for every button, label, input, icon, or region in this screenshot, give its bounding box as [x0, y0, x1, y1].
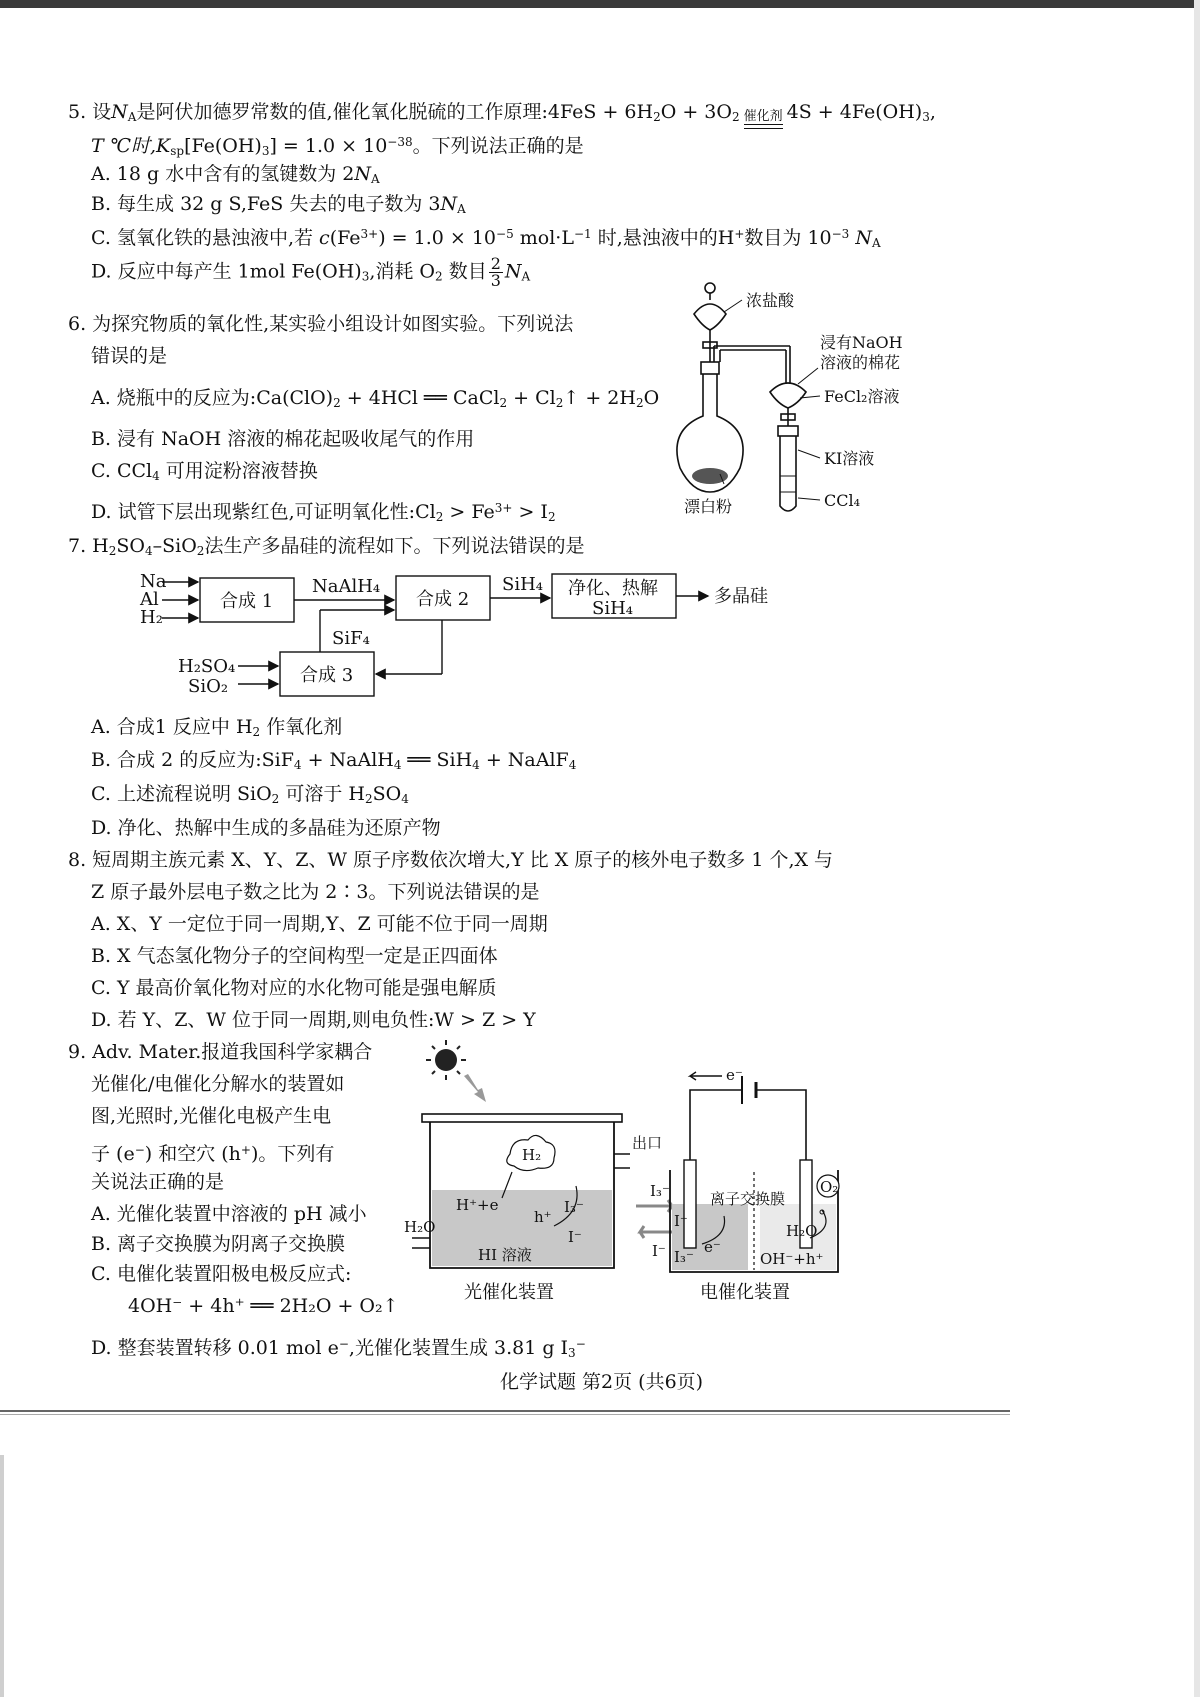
label-photo-device: 光催化装置 — [464, 1282, 554, 1303]
flow-sio2: SiO₂ — [188, 676, 229, 697]
label-bleaching-powder: 漂白粉 — [684, 497, 733, 516]
scan-bottom-rule-2 — [0, 1414, 1010, 1415]
sun-icon — [426, 1040, 486, 1102]
scan-top-edge — [0, 0, 1200, 8]
flow-sih4: SiH₄ — [502, 574, 544, 595]
q5-stem-line1: 5. 设$N_A$是阿伏加德罗常数的值,催化氧化脱硫的工作原理:4FeS + $6H_2O + 3O_2$ 催化剂 $4S + 4Fe(OH)_3$, — [68, 100, 936, 129]
q8-stem-line2: Z 原子最外层电子数之比为 2∶3。下列说法错误的是 — [91, 881, 540, 903]
q8-option-a: A. X、Y 一定位于同一周期,Y、Z 可能不位于同一周期 — [91, 913, 548, 935]
q8-option-b: B. X 气态氢化物分子的空间构型一定是正四面体 — [91, 945, 498, 967]
flow-input-h2: H₂ — [140, 607, 163, 628]
q8-stem-line1: 8. 短周期主族元素 X、Y、Z、W 原子序数依次增大,Y 比 X 原子的核外电子数多 1 个,X 与 — [68, 849, 834, 871]
flow-text-purify: 净化、热解 — [568, 578, 658, 599]
flow-text-synthesis1: 合成 1 — [220, 591, 274, 612]
q5-stem-line2: T ℃时$,K_{sp}[Fe(OH)_3] = 1.0 \times 10^{-38}$。下列说法正确的是 — [91, 135, 584, 158]
label-e-cell: e⁻ — [704, 1238, 721, 1256]
fraction-two-thirds: $\frac{2}{3}$ — [490, 254, 501, 290]
q6-option-b: B. 浸有 NaOH 溶液的棉花起吸收尾气的作用 — [91, 428, 475, 450]
label-h2o-cell: H₂O — [786, 1222, 818, 1240]
label-water-inlet: H₂O — [404, 1218, 436, 1236]
label-i-photo: I⁻ — [568, 1228, 582, 1246]
catalyst-condition: 催化剂 — [744, 110, 783, 129]
q5-option-c: C. 氢氧化铁的悬浊液中,若 $c(Fe^{3+}) = 1.0 \times 10^{-5}$ $mol\cdot L^{-1}$ 时,悬浊液中的H+数目为 $10^{-3}$ $N_A$ — [91, 227, 881, 250]
scan-right-edge — [1194, 0, 1200, 1697]
q9-option-a: A. 光催化装置中溶液的 pH 减小 — [91, 1203, 367, 1225]
flow-text-synthesis3: 合成 3 — [300, 665, 354, 686]
label-arrow-i3: I₃⁻ — [650, 1182, 670, 1200]
q5-option-b: B. 每生成 32 g S,FeS 失去的电子数为 $3N_A$ — [91, 193, 466, 216]
label-h-plus-e: H⁺+e — [456, 1196, 499, 1214]
q6-apparatus-figure — [680, 280, 920, 520]
flow-input-al: Al — [140, 589, 159, 610]
label-ccl4: CCl₄ — [824, 491, 861, 510]
label-outlet: 出口 — [632, 1134, 663, 1152]
scan-bottom-rule — [0, 1410, 1010, 1412]
label-oh-h: OH⁻+h⁺ — [760, 1250, 824, 1268]
q8-option-d: D. 若 Y、Z、W 位于同一周期,则电负性:W > Z > Y — [91, 1009, 536, 1031]
q6-option-a: A. 烧瓶中的反应为$:Ca(ClO)_2 + 4HCl$ ══ CaCl$_2$ + $Cl_2↑ + 2H_2O$ — [91, 387, 660, 410]
label-hi-solution: HI 溶液 — [478, 1246, 532, 1264]
q9-option-c-equation: 4OH⁻ + 4h⁺ ══ 2H₂O + O₂↑ — [128, 1295, 399, 1317]
label-cotton-line2: 溶液的棉花 — [820, 353, 901, 372]
label-electro-device: 电催化装置 — [700, 1282, 790, 1303]
label-cotton-line1: 浸有NaOH — [820, 333, 903, 352]
label-o2: O₂ — [820, 1178, 839, 1196]
q9-stem-line4: 子 (e−) 和空穴 (h+)。下列有 — [91, 1143, 335, 1165]
q8-option-c: C. Y 最高价氧化物对应的水化物可能是强电解质 — [91, 977, 497, 999]
q6-stem-line1: 6. 为探究物质的氧化性,某实验小组设计如图实验。下列说法 — [68, 313, 574, 335]
label-hole: h⁺ — [534, 1208, 552, 1226]
flow-input-na: Na — [140, 571, 167, 592]
q5-option-a: A. 18 g 水中含有的氢键数为 $2N_A$ — [91, 163, 380, 186]
q9-device-figure — [404, 1036, 964, 1308]
q9-stem-line1: 9. Adv. Mater.报道我国科学家耦合 — [68, 1041, 373, 1063]
flow-text-sih4-box: SiH₄ — [592, 598, 634, 619]
q7-stem: 7. $H_2SO_4-SiO_2$法生产多晶硅的流程如下。下列说法错误的是 — [68, 535, 585, 558]
q7-option-a: A. 合成1 反应中 $H_2$ 作氧化剂 — [91, 716, 343, 739]
q6-stem-line2: 错误的是 — [91, 345, 168, 367]
page-footer: 化学试题 第2页 (共6页) — [500, 1371, 704, 1393]
scan-left-edge — [0, 1455, 4, 1697]
q7-option-d: D. 净化、热解中生成的多晶硅为还原产物 — [91, 817, 441, 839]
label-i3-cell: I₃⁻ — [674, 1248, 694, 1266]
label-i-cell: I⁻ — [674, 1212, 688, 1230]
label-h2-bubble: H₂ — [522, 1146, 542, 1164]
q6-option-d: D. 试管下层出现紫红色,可证明氧化性$:Cl_2 > Fe^{3+} > I_2$ — [91, 501, 556, 524]
q9-option-b: B. 离子交换膜为阴离子交换膜 — [91, 1233, 346, 1255]
flow-text-synthesis2: 合成 2 — [416, 589, 470, 610]
q7-option-b: B. 合成 2 的反应为:SiF$_4$ + NaAlH$_4$ ══ SiH$_4$ + NaAlF$_4$ — [91, 749, 577, 772]
q7-flowchart — [140, 566, 800, 706]
q7-option-c: C. 上述流程说明 SiO$_2$ 可溶于 $H_2SO_4$ — [91, 783, 409, 806]
label-electron-flow: e⁻ — [726, 1066, 743, 1084]
label-i3-photo: I₃⁻ — [564, 1198, 584, 1216]
q5-option-d: D. 反应中每产生 1mol $Fe(OH)_3$,消耗 $O_2$ 数目 $\frac{2}{3}$ $N_A$ — [91, 254, 531, 290]
q9-stem-line2: 光催化/电催化分解水的装置如 — [91, 1073, 345, 1095]
label-conc-hcl: 浓盐酸 — [746, 291, 795, 310]
q9-option-d: D. 整套装置转移 0.01 mol e−,光催化装置生成 3.81 g $I_3^-$ — [91, 1337, 586, 1360]
flow-sif4: SiF₄ — [332, 628, 370, 649]
flow-naalh4: NaAlH₄ — [312, 576, 381, 597]
label-membrane: 离子交换膜 — [710, 1190, 786, 1208]
flow-h2so4: H₂SO₄ — [178, 656, 236, 677]
flow-product: 多晶硅 — [714, 586, 768, 607]
q9-stem-line5: 关说法正确的是 — [91, 1171, 225, 1193]
q6-option-c: C. CCl$_4$ 可用淀粉溶液替换 — [91, 460, 318, 483]
q9-stem-line3: 图,光照时,光催化电极产生电 — [91, 1105, 332, 1127]
label-fecl2: FeCl₂溶液 — [824, 387, 900, 406]
label-arrow-i: I⁻ — [652, 1242, 666, 1260]
q9-option-c: C. 电催化装置阳极电极反应式: — [91, 1263, 352, 1285]
label-ki: KI溶液 — [824, 449, 875, 468]
